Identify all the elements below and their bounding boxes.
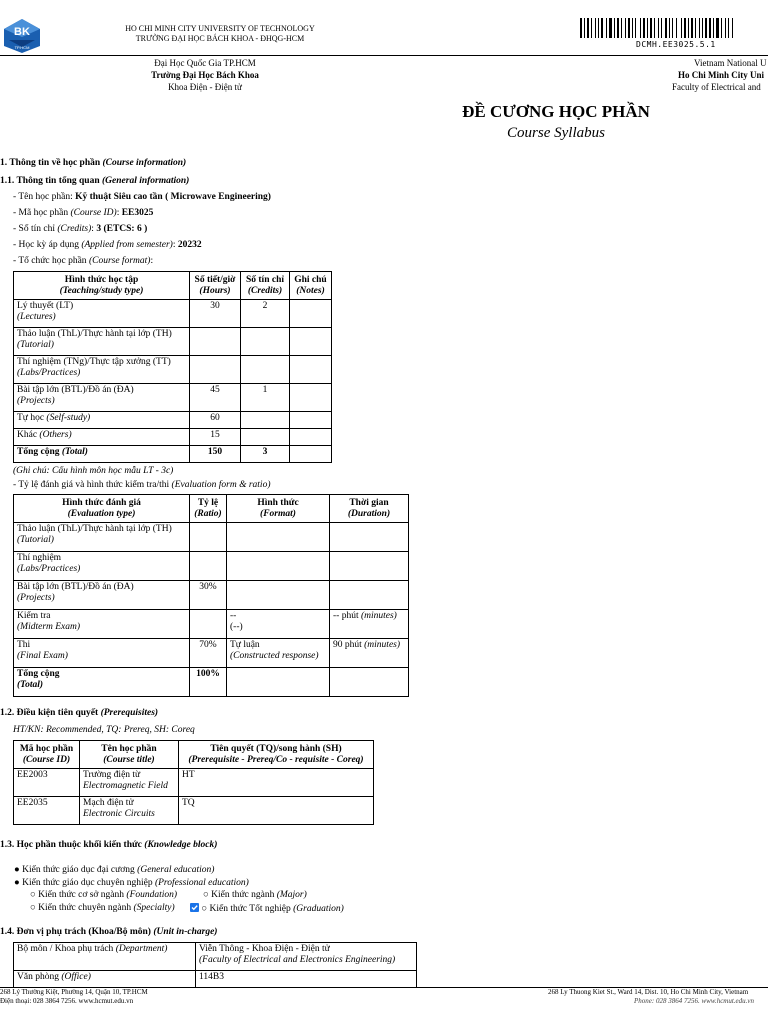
office-label-en: (Office) bbox=[61, 972, 91, 982]
org-en-line3: Faculty of Electrical and bbox=[672, 82, 761, 92]
format-cell bbox=[227, 610, 330, 639]
eval-type-cell bbox=[14, 610, 190, 639]
ratio-cell bbox=[190, 610, 227, 639]
col-header-vi: Hình thức bbox=[257, 497, 299, 508]
course-id-cell: EE2003 bbox=[14, 769, 80, 797]
unit-value-cell bbox=[196, 943, 417, 971]
footer-phone-line-en: Phone: 028 3864 7256. www.hcmut.edu.vn bbox=[634, 997, 755, 1005]
credits-cell bbox=[241, 412, 290, 429]
barcode-bar bbox=[699, 18, 700, 38]
org-block-vi bbox=[100, 57, 310, 93]
col-header bbox=[14, 741, 80, 769]
knowledge-general-label-en: (General education) bbox=[137, 865, 215, 875]
format-cell bbox=[227, 639, 330, 668]
barcode-bar bbox=[672, 18, 673, 38]
format-cell bbox=[227, 552, 330, 581]
eval-type-vi: Thảo luận (ThL)/Thực hành tại lớp (TH) bbox=[17, 524, 172, 534]
table-row bbox=[14, 552, 409, 581]
table-row bbox=[14, 639, 409, 668]
knowledge-professional-label: Kiến thức giáo dục chuyên nghiệp bbox=[22, 878, 155, 888]
notes-cell bbox=[290, 328, 332, 356]
barcode-bar bbox=[598, 18, 599, 38]
col-header-vi: Tên học phần bbox=[101, 743, 157, 754]
course-name-line bbox=[13, 192, 271, 202]
eval-type-vi: Bài tập lớn (BTL)/Đồ án (ĐA) bbox=[17, 582, 134, 592]
col-header-vi: Số tiết/giờ bbox=[194, 274, 236, 285]
type-vi: Thảo luận (ThL)/Thực hành tại lớp (TH) bbox=[17, 329, 172, 339]
format-cell bbox=[227, 668, 330, 697]
col-header-vi: Số tín chỉ bbox=[245, 274, 284, 285]
page-title: ĐỀ CƯƠNG HỌC PHẦN bbox=[462, 102, 650, 121]
knowledge-specialty-label: Kiến thức chuyên ngành bbox=[38, 903, 134, 913]
knowledge-major-label-en: (Major) bbox=[276, 890, 307, 900]
format-en: (Constructed response) bbox=[230, 651, 319, 661]
section-1-4-title: 1.4. Đơn vị phụ trách (Khoa/Bộ môn) bbox=[0, 927, 154, 937]
notes-cell bbox=[290, 384, 332, 412]
type-vi: Bài tập lớn (BTL)/Đồ án (ĐA) bbox=[17, 385, 134, 395]
logo-text: BK bbox=[14, 26, 30, 38]
table-row bbox=[14, 943, 417, 971]
col-header bbox=[330, 495, 409, 523]
eval-type-vi: Thi bbox=[17, 640, 31, 650]
table-header-row bbox=[14, 272, 332, 300]
col-header-vi: Ghi chú bbox=[294, 274, 327, 285]
duration-unit: (minutes) bbox=[360, 611, 397, 621]
total-label-cell bbox=[14, 446, 190, 463]
barcode-bar bbox=[601, 18, 603, 38]
barcode-bar bbox=[595, 18, 596, 38]
col-header bbox=[14, 272, 190, 300]
evaluation-table bbox=[13, 494, 409, 697]
knowledge-graduation-label-en: (Graduation) bbox=[293, 904, 344, 914]
col-header-en: (Course title) bbox=[103, 754, 155, 765]
barcode-bar bbox=[635, 18, 636, 38]
col-header bbox=[241, 272, 290, 300]
prereq-legend: HT/KN: Recommended, TQ: Prereq, SH: Coreq bbox=[13, 725, 195, 735]
barcode-bar bbox=[695, 18, 696, 38]
unit-value-en: (Faculty of Electrical and Electronics Engineering) bbox=[199, 955, 396, 965]
section-1-4-title-en: (Unit in-charge) bbox=[153, 927, 218, 937]
course-title-en: Electromagnetic Field bbox=[83, 781, 168, 791]
format-vi: Tự luận bbox=[230, 640, 260, 650]
barcode-bar bbox=[606, 18, 607, 38]
section-1-2-title-en: (Prerequisites) bbox=[100, 708, 159, 718]
org-en-line2: Ho Chi Minh City Uni bbox=[678, 70, 765, 80]
barcode-bar bbox=[640, 18, 641, 38]
format-cell bbox=[227, 581, 330, 610]
section-1-3-title: 1.3. Học phần thuộc khối kiến thức bbox=[0, 840, 145, 850]
org-en-line1: Vietnam National U bbox=[694, 58, 767, 68]
barcode-bar bbox=[632, 18, 633, 38]
unit-label: Bộ môn / Khoa phụ trách bbox=[17, 944, 116, 954]
hours-cell: 60 bbox=[190, 412, 241, 429]
barcode-bar bbox=[661, 18, 662, 38]
col-header-vi: Thời gian bbox=[349, 497, 389, 508]
credits-colon: : bbox=[91, 224, 97, 234]
col-header-vi: Hình thức học tập bbox=[64, 274, 139, 285]
hours-cell: 15 bbox=[190, 429, 241, 446]
type-cell bbox=[14, 356, 190, 384]
duration-cell bbox=[330, 523, 409, 552]
section-1-1-title-en: (General information) bbox=[102, 176, 190, 186]
hours-cell bbox=[190, 356, 241, 384]
knowledge-specialty-item bbox=[30, 903, 175, 913]
course-format-colon: : bbox=[150, 256, 154, 266]
credits-cell bbox=[241, 429, 290, 446]
barcode-bar bbox=[650, 18, 652, 38]
col-header-vi: Tiên quyết (TQ)/song hành (SH) bbox=[210, 743, 342, 754]
barcode-bar bbox=[716, 18, 719, 38]
university-logo bbox=[3, 18, 41, 54]
section-1-1-heading bbox=[0, 176, 189, 186]
footer-address-en bbox=[548, 988, 768, 1006]
barcode-bar bbox=[665, 18, 667, 38]
course-id-line bbox=[13, 208, 153, 218]
col-header-en: (Format) bbox=[260, 508, 296, 519]
table-row bbox=[14, 300, 332, 328]
credits-label: - Số tín chỉ bbox=[13, 224, 58, 234]
filled-bullet-icon: ● bbox=[14, 865, 20, 875]
barcode-bar bbox=[591, 18, 592, 38]
header-divider bbox=[0, 55, 768, 56]
course-title-cell bbox=[80, 769, 179, 797]
office-value-cell: 114B3 bbox=[196, 971, 417, 988]
duration-cell bbox=[330, 581, 409, 610]
page-subtitle: Course Syllabus bbox=[507, 125, 605, 141]
barcode-bar bbox=[688, 18, 689, 38]
evaluation-heading bbox=[13, 480, 270, 490]
ratio-cell bbox=[190, 552, 227, 581]
logo-subtext: TP.HCM bbox=[14, 45, 30, 50]
type-en: (Tutorial) bbox=[17, 340, 54, 350]
barcode-bar bbox=[732, 18, 733, 38]
notes-cell bbox=[290, 446, 332, 463]
table-row bbox=[14, 429, 332, 446]
course-format-label-en: (Course format) bbox=[88, 256, 151, 266]
eval-type-vi: Kiểm tra bbox=[17, 611, 51, 621]
col-header bbox=[290, 272, 332, 300]
unit-label-en: (Department) bbox=[115, 944, 168, 954]
hollow-bullet-icon: ○ bbox=[201, 904, 208, 914]
col-header-en: (Ratio) bbox=[194, 508, 222, 519]
col-header bbox=[227, 495, 330, 523]
notes-cell bbox=[290, 429, 332, 446]
knowledge-professional-label-en: (Professional education) bbox=[154, 878, 249, 888]
duration-value: 90 phút bbox=[333, 640, 365, 650]
eval-type-en: (Final Exam) bbox=[17, 651, 68, 661]
table-total-row bbox=[14, 446, 332, 463]
semester-value: 20232 bbox=[177, 240, 202, 250]
barcode-bar bbox=[702, 18, 703, 38]
course-format-table bbox=[13, 271, 332, 463]
notes-cell bbox=[290, 412, 332, 429]
barcode-bar bbox=[647, 18, 648, 38]
credits-cell bbox=[241, 356, 290, 384]
course-name-value: Kỹ thuật Siêu cao tần ( Microwave Engineering) bbox=[75, 192, 271, 202]
table-row bbox=[14, 356, 332, 384]
footer-address-line: 268 Lý Thường Kiệt, Phường 14, Quận 10, TP.HCM bbox=[0, 988, 148, 996]
knowledge-major-item bbox=[203, 890, 307, 900]
total-label-cell bbox=[14, 668, 190, 697]
col-header-en: (Evaluation type) bbox=[67, 508, 136, 519]
barcode-bar bbox=[587, 18, 589, 38]
course-format-line bbox=[13, 256, 153, 266]
org-vi-line2: Trường Đại Học Bách Khoa bbox=[151, 70, 259, 80]
semester-label: - Học kỳ áp dụng bbox=[13, 240, 82, 250]
eval-type-en: (Tutorial) bbox=[17, 535, 54, 545]
section-1-2-title: 1.2. Điều kiện tiên quyết bbox=[0, 708, 101, 718]
org-vi-line3: Khoa Điện - Điện tử bbox=[168, 82, 242, 92]
barcode-bar bbox=[609, 18, 612, 38]
section-1-title: 1. Thông tin về học phần bbox=[0, 158, 101, 168]
semester-line bbox=[13, 240, 202, 250]
barcode bbox=[580, 18, 768, 38]
table-row bbox=[14, 581, 409, 610]
col-header bbox=[190, 272, 241, 300]
type-cell bbox=[14, 328, 190, 356]
table-row bbox=[14, 797, 374, 825]
type-en: (Lectures) bbox=[17, 312, 56, 322]
university-name-en: HO CHI MINH CITY UNIVERSITY OF TECHNOLOGY bbox=[125, 24, 315, 33]
duration-cell bbox=[330, 610, 409, 639]
col-header-vi: Tỷ lệ bbox=[197, 497, 219, 508]
section-1-3-title-en: (Knowledge block) bbox=[144, 840, 218, 850]
type-en: (Self-study) bbox=[46, 413, 91, 423]
eval-type-en: (Labs/Practices) bbox=[17, 564, 81, 574]
evaluation-label: - Tỷ lệ đánh giá và hình thức kiểm tra/thi bbox=[13, 480, 172, 490]
barcode-bar bbox=[617, 18, 619, 38]
checked-checkbox-icon[interactable] bbox=[190, 903, 199, 912]
credits-cell bbox=[241, 328, 290, 356]
table-row bbox=[14, 328, 332, 356]
total-credits-cell: 3 bbox=[241, 446, 290, 463]
course-id-label-en: (Course ID) bbox=[70, 208, 117, 218]
knowledge-graduation-label: Kiến thức Tốt nghiệp bbox=[209, 904, 294, 914]
format-cell bbox=[227, 523, 330, 552]
barcode-bar bbox=[725, 18, 726, 38]
col-header-vi: Hình thức đánh giá bbox=[62, 497, 141, 508]
type-vi: Thí nghiệm (TNg)/Thực tập xưởng (TT) bbox=[17, 357, 171, 367]
eval-type-vi: Thí nghiệm bbox=[17, 553, 62, 563]
type-cell bbox=[14, 384, 190, 412]
prerequisites-table bbox=[13, 740, 374, 825]
section-1-3-heading bbox=[0, 840, 217, 850]
knowledge-professional-item bbox=[14, 878, 249, 888]
total-label-en: (Total) bbox=[17, 680, 44, 690]
barcode-bar bbox=[684, 18, 686, 38]
barcode-bar bbox=[584, 18, 585, 38]
table-row bbox=[14, 523, 409, 552]
credits-cell: 1 bbox=[241, 384, 290, 412]
table-row bbox=[14, 384, 332, 412]
hours-cell bbox=[190, 328, 241, 356]
total-hours-cell: 150 bbox=[190, 446, 241, 463]
knowledge-general-label: Kiến thức giáo dục đại cương bbox=[22, 865, 138, 875]
total-label-vi: Tổng cộng bbox=[17, 669, 60, 679]
col-header-en: (Notes) bbox=[296, 285, 325, 296]
knowledge-foundation-label-en: (Foundation) bbox=[126, 890, 178, 900]
eval-type-en: (Projects) bbox=[17, 593, 55, 603]
notes-cell bbox=[290, 300, 332, 328]
credits-line bbox=[13, 224, 147, 234]
course-title-cell bbox=[80, 797, 179, 825]
table-header-row bbox=[14, 495, 409, 523]
col-header-en: (Hours) bbox=[199, 285, 231, 296]
ratio-cell: 70% bbox=[190, 639, 227, 668]
footer-phone-line: Điện thoại: 028 3864 7256. www.hcmut.edu.vn bbox=[0, 997, 134, 1005]
eval-type-en: (Midterm Exam) bbox=[17, 622, 81, 632]
col-header-en: (Credits) bbox=[247, 285, 283, 296]
unit-in-charge-table bbox=[13, 942, 417, 988]
requisite-cell: TQ bbox=[179, 797, 374, 825]
barcode-bar bbox=[709, 18, 711, 38]
total-label-en: (Total) bbox=[61, 447, 88, 457]
barcode-bar bbox=[658, 18, 659, 38]
type-cell bbox=[14, 429, 190, 446]
barcode-bar bbox=[676, 18, 677, 38]
barcode-bar bbox=[713, 18, 714, 38]
hollow-bullet-icon: ○ bbox=[30, 890, 36, 900]
semester-label-en: (Applied from semester) bbox=[81, 240, 173, 250]
table-row bbox=[14, 610, 409, 639]
office-label-cell bbox=[14, 971, 196, 988]
barcode-bar bbox=[721, 18, 722, 38]
format-en: (--) bbox=[230, 622, 243, 632]
section-1-1-title: 1.1. Thông tin tổng quan bbox=[0, 176, 100, 186]
hours-cell: 30 bbox=[190, 300, 241, 328]
eval-type-cell bbox=[14, 552, 190, 581]
duration-cell bbox=[330, 552, 409, 581]
col-header-en: (Duration) bbox=[347, 508, 391, 519]
table-row bbox=[14, 412, 332, 429]
notes-cell bbox=[290, 356, 332, 384]
document-code: DCMH.EE3025.5.1 bbox=[636, 40, 716, 49]
section-1-4-heading bbox=[0, 927, 217, 937]
type-en: (Labs/Practices) bbox=[17, 368, 81, 378]
knowledge-foundation-label: Kiến thức cơ sở ngành bbox=[38, 890, 127, 900]
col-header-en: (Teaching/study type) bbox=[59, 285, 144, 296]
course-id-cell: EE2035 bbox=[14, 797, 80, 825]
hollow-bullet-icon: ○ bbox=[30, 903, 36, 913]
knowledge-specialty-label-en: (Specialty) bbox=[133, 903, 175, 913]
eval-type-cell bbox=[14, 523, 190, 552]
total-ratio-cell: 100% bbox=[190, 668, 227, 697]
hours-cell: 45 bbox=[190, 384, 241, 412]
org-block-en bbox=[672, 57, 768, 93]
knowledge-major-label: Kiến thức ngành bbox=[211, 890, 277, 900]
ratio-cell bbox=[190, 523, 227, 552]
course-title-vi: Mạch điện tử bbox=[83, 798, 134, 808]
col-header-en: (Prerequisite - Prereq/Co - requisite - Coreq) bbox=[188, 754, 364, 765]
barcode-bar bbox=[705, 18, 707, 38]
knowledge-graduation-item[interactable] bbox=[190, 903, 344, 914]
org-vi-line1: Đại Học Quốc Gia TP.HCM bbox=[154, 58, 256, 68]
type-en: (Projects) bbox=[17, 396, 55, 406]
type-vi: Tự học bbox=[17, 413, 47, 423]
semester-colon: : bbox=[172, 240, 178, 250]
total-label-vi: Tổng cộng bbox=[17, 447, 62, 457]
footer-address-vi bbox=[0, 988, 148, 1006]
course-name-label: - Tên học phần: bbox=[13, 192, 76, 202]
footer-address-line-en: 268 Ly Thuong Kiet St., Ward 14, Dist. 10, Ho Chi Minh City, Vietnam bbox=[548, 988, 749, 996]
section-1-heading bbox=[0, 158, 186, 168]
type-en: (Others) bbox=[39, 430, 72, 440]
knowledge-general-item bbox=[14, 865, 214, 875]
duration-value: -- phút bbox=[333, 611, 361, 621]
col-header-en: (Course ID) bbox=[22, 754, 71, 765]
unit-label-cell bbox=[14, 943, 196, 971]
table-header-row bbox=[14, 741, 374, 769]
col-header bbox=[190, 495, 227, 523]
barcode-bar bbox=[669, 18, 670, 38]
barcode-bar bbox=[654, 18, 655, 38]
course-title-vi: Trường điện từ bbox=[83, 770, 141, 780]
credits-label-en: (Credits) bbox=[57, 224, 92, 234]
barcode-bar bbox=[614, 18, 615, 38]
barcode-bar bbox=[625, 18, 626, 38]
credits-value: 3 (ETCS: 6 ) bbox=[96, 224, 148, 234]
barcode-bar bbox=[621, 18, 622, 38]
format-vi: -- bbox=[230, 611, 237, 621]
barcode-bar bbox=[728, 18, 729, 38]
type-cell bbox=[14, 300, 190, 328]
table-row bbox=[14, 769, 374, 797]
duration-cell bbox=[330, 639, 409, 668]
barcode-bar bbox=[580, 18, 582, 38]
col-header-vi: Mã học phần bbox=[19, 743, 74, 754]
office-label: Văn phòng bbox=[17, 972, 62, 982]
course-title-en: Electronic Circuits bbox=[83, 809, 155, 819]
eval-type-cell bbox=[14, 639, 190, 668]
course-id-value: EE3025 bbox=[121, 208, 154, 218]
col-header bbox=[14, 495, 190, 523]
filled-bullet-icon: ● bbox=[14, 878, 20, 888]
type-cell bbox=[14, 412, 190, 429]
col-header bbox=[80, 741, 179, 769]
duration-unit: (minutes) bbox=[364, 640, 401, 650]
table-total-row bbox=[14, 668, 409, 697]
course-id-colon: : bbox=[116, 208, 122, 218]
hollow-bullet-icon: ○ bbox=[203, 890, 209, 900]
course-format-note: (Ghi chú: Cấu hình môn học mẫu LT - 3c) bbox=[13, 466, 174, 476]
barcode-bar bbox=[628, 18, 630, 38]
barcode-bar bbox=[691, 18, 693, 38]
type-vi: Lý thuyết (LT) bbox=[17, 301, 74, 311]
type-vi: Khác bbox=[17, 430, 40, 440]
university-name-vi: TRƯỜNG ĐẠI HỌC BÁCH KHOA - ĐHQG-HCM bbox=[135, 34, 305, 43]
evaluation-label-en: (Evaluation form & ratio) bbox=[171, 480, 271, 490]
col-header bbox=[179, 741, 374, 769]
knowledge-foundation-item bbox=[30, 890, 177, 900]
barcode-bar bbox=[643, 18, 645, 38]
credits-cell: 2 bbox=[241, 300, 290, 328]
ratio-cell: 30% bbox=[190, 581, 227, 610]
duration-cell bbox=[330, 668, 409, 697]
section-1-2-heading bbox=[0, 708, 158, 718]
eval-type-cell bbox=[14, 581, 190, 610]
section-1-title-en: (Course information) bbox=[102, 158, 187, 168]
table-row bbox=[14, 971, 417, 988]
barcode-bar bbox=[681, 18, 682, 38]
course-format-label: - Tổ chức học phần bbox=[13, 256, 89, 266]
course-id-label: - Mã học phần bbox=[13, 208, 71, 218]
requisite-cell: HT bbox=[179, 769, 374, 797]
unit-value: Viễn Thông - Khoa Điện - Điện tử bbox=[199, 944, 330, 954]
